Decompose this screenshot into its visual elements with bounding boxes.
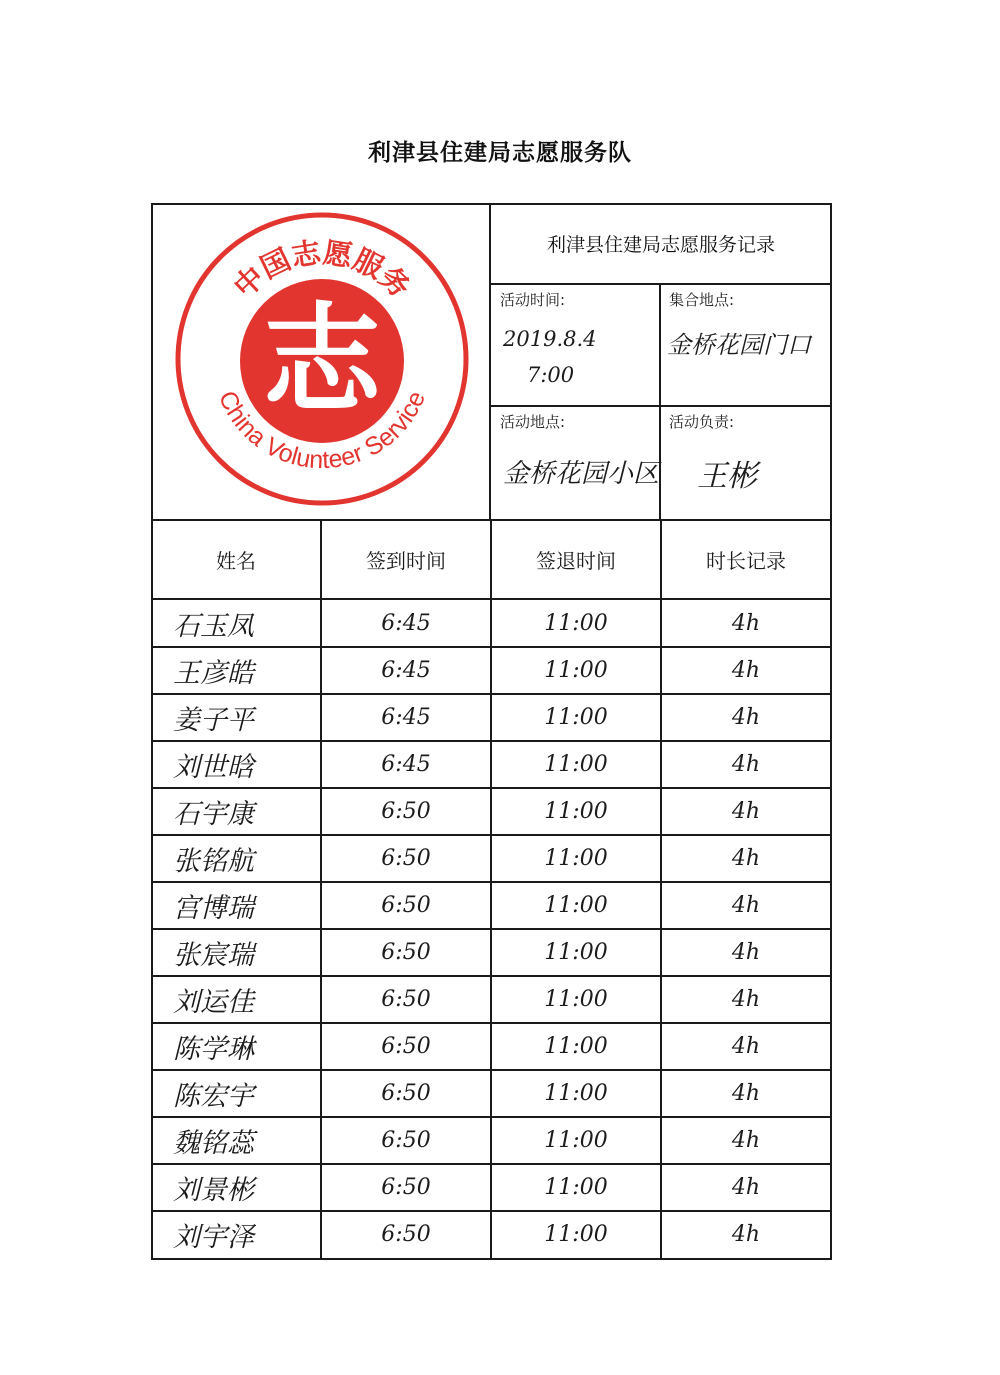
activity-leader-label: 活动负责: [669, 413, 735, 431]
sign-in-time: 6:50 [381, 1222, 431, 1247]
duration-record: 4h [731, 658, 761, 683]
sign-out-time: 11:00 [544, 799, 608, 824]
info-row-divider [489, 405, 832, 407]
duration-record: 4h [731, 611, 761, 636]
sign-in-time: 6:50 [381, 1175, 431, 1200]
activity-time-clock: 7:00 [527, 363, 575, 387]
signature-name: 张铭航 [173, 846, 254, 877]
duration-record: 4h [731, 752, 761, 777]
page-title: 利津县住建局志愿服务队 [368, 140, 632, 166]
activity-place-label: 活动地点: [500, 413, 566, 431]
china-volunteer-service-logo [174, 211, 470, 507]
sign-out-time: 11:00 [544, 1034, 608, 1059]
signature-name: 刘景彬 [173, 1175, 254, 1206]
signature-name: 刘运佳 [173, 987, 254, 1018]
sign-out-time: 11:00 [544, 987, 608, 1012]
signature-name: 刘宇泽 [173, 1222, 254, 1253]
info-divider [659, 283, 661, 521]
header-duration: 时长记录 [706, 548, 786, 573]
duration-record: 4h [731, 940, 761, 965]
signature-name: 王彦皓 [173, 658, 254, 689]
sign-out-time: 11:00 [544, 1081, 608, 1106]
duration-record: 4h [731, 893, 761, 918]
signature-name: 姜子平 [173, 705, 254, 736]
duration-record: 4h [731, 799, 761, 824]
sign-out-time: 11:00 [544, 658, 608, 683]
duration-record: 4h [731, 846, 761, 871]
header-sign-in: 签到时间 [366, 548, 446, 573]
table-border-bottom [151, 1258, 832, 1260]
header-sign-out: 签退时间 [536, 548, 616, 573]
sign-out-time: 11:00 [544, 940, 608, 965]
sign-out-time: 11:00 [544, 705, 608, 730]
duration-record: 4h [731, 1128, 761, 1153]
duration-record: 4h [731, 1034, 761, 1059]
signature-name: 石宇康 [173, 799, 254, 830]
signature-name: 刘世晗 [173, 752, 254, 783]
logo-bottom-text: China Volunteer Service [212, 386, 432, 475]
duration-record: 4h [731, 1081, 761, 1106]
sign-out-time: 11:00 [544, 1175, 608, 1200]
signature-name: 宫博瑞 [173, 893, 254, 924]
volunteer-record-sheet [151, 203, 832, 1260]
gather-location-value: 金桥花园门口 [667, 331, 811, 359]
duration-record: 4h [731, 987, 761, 1012]
sign-in-time: 6:50 [381, 1081, 431, 1106]
sign-in-time: 6:45 [381, 705, 431, 730]
record-heading: 利津县住建局志愿服务记录 [546, 233, 775, 256]
sign-in-time: 6:50 [381, 987, 431, 1012]
sign-in-time: 6:45 [381, 658, 431, 683]
signature-name: 陈宏宇 [173, 1081, 254, 1112]
sign-out-time: 11:00 [544, 846, 608, 871]
header-name: 姓名 [216, 548, 256, 573]
signature-name: 陈学琳 [173, 1034, 254, 1065]
logo-top-text: 中国志愿服务 [227, 235, 417, 305]
sign-out-time: 11:00 [544, 1222, 608, 1247]
signature-name: 魏铭蕊 [173, 1128, 254, 1159]
sign-in-time: 6:50 [381, 846, 431, 871]
sign-out-time: 11:00 [544, 752, 608, 777]
signature-name: 张宸瑞 [173, 940, 254, 971]
sign-in-time: 6:45 [381, 752, 431, 777]
sign-in-time: 6:50 [381, 1128, 431, 1153]
activity-leader-value: 王彬 [697, 459, 757, 494]
signature-name: 石玉凤 [173, 611, 254, 642]
logo-center-char: 志 [262, 290, 382, 429]
activity-place-value: 金桥花园小区 [503, 459, 660, 489]
duration-record: 4h [731, 1222, 761, 1247]
sign-in-time: 6:45 [381, 611, 431, 636]
sign-in-time: 6:50 [381, 893, 431, 918]
sign-in-time: 6:50 [381, 940, 431, 965]
sign-out-time: 11:00 [544, 893, 608, 918]
heading-divider [489, 283, 832, 285]
sign-in-time: 6:50 [381, 1034, 431, 1059]
sign-out-time: 11:00 [544, 611, 608, 636]
sign-out-time: 11:00 [544, 1128, 608, 1153]
duration-record: 4h [731, 1175, 761, 1200]
sign-in-time: 6:50 [381, 799, 431, 824]
duration-record: 4h [731, 705, 761, 730]
gather-location-label: 集合地点: [669, 291, 735, 309]
activity-time-label: 活动时间: [500, 291, 566, 309]
activity-time-date: 2019.8.4 [503, 327, 597, 351]
